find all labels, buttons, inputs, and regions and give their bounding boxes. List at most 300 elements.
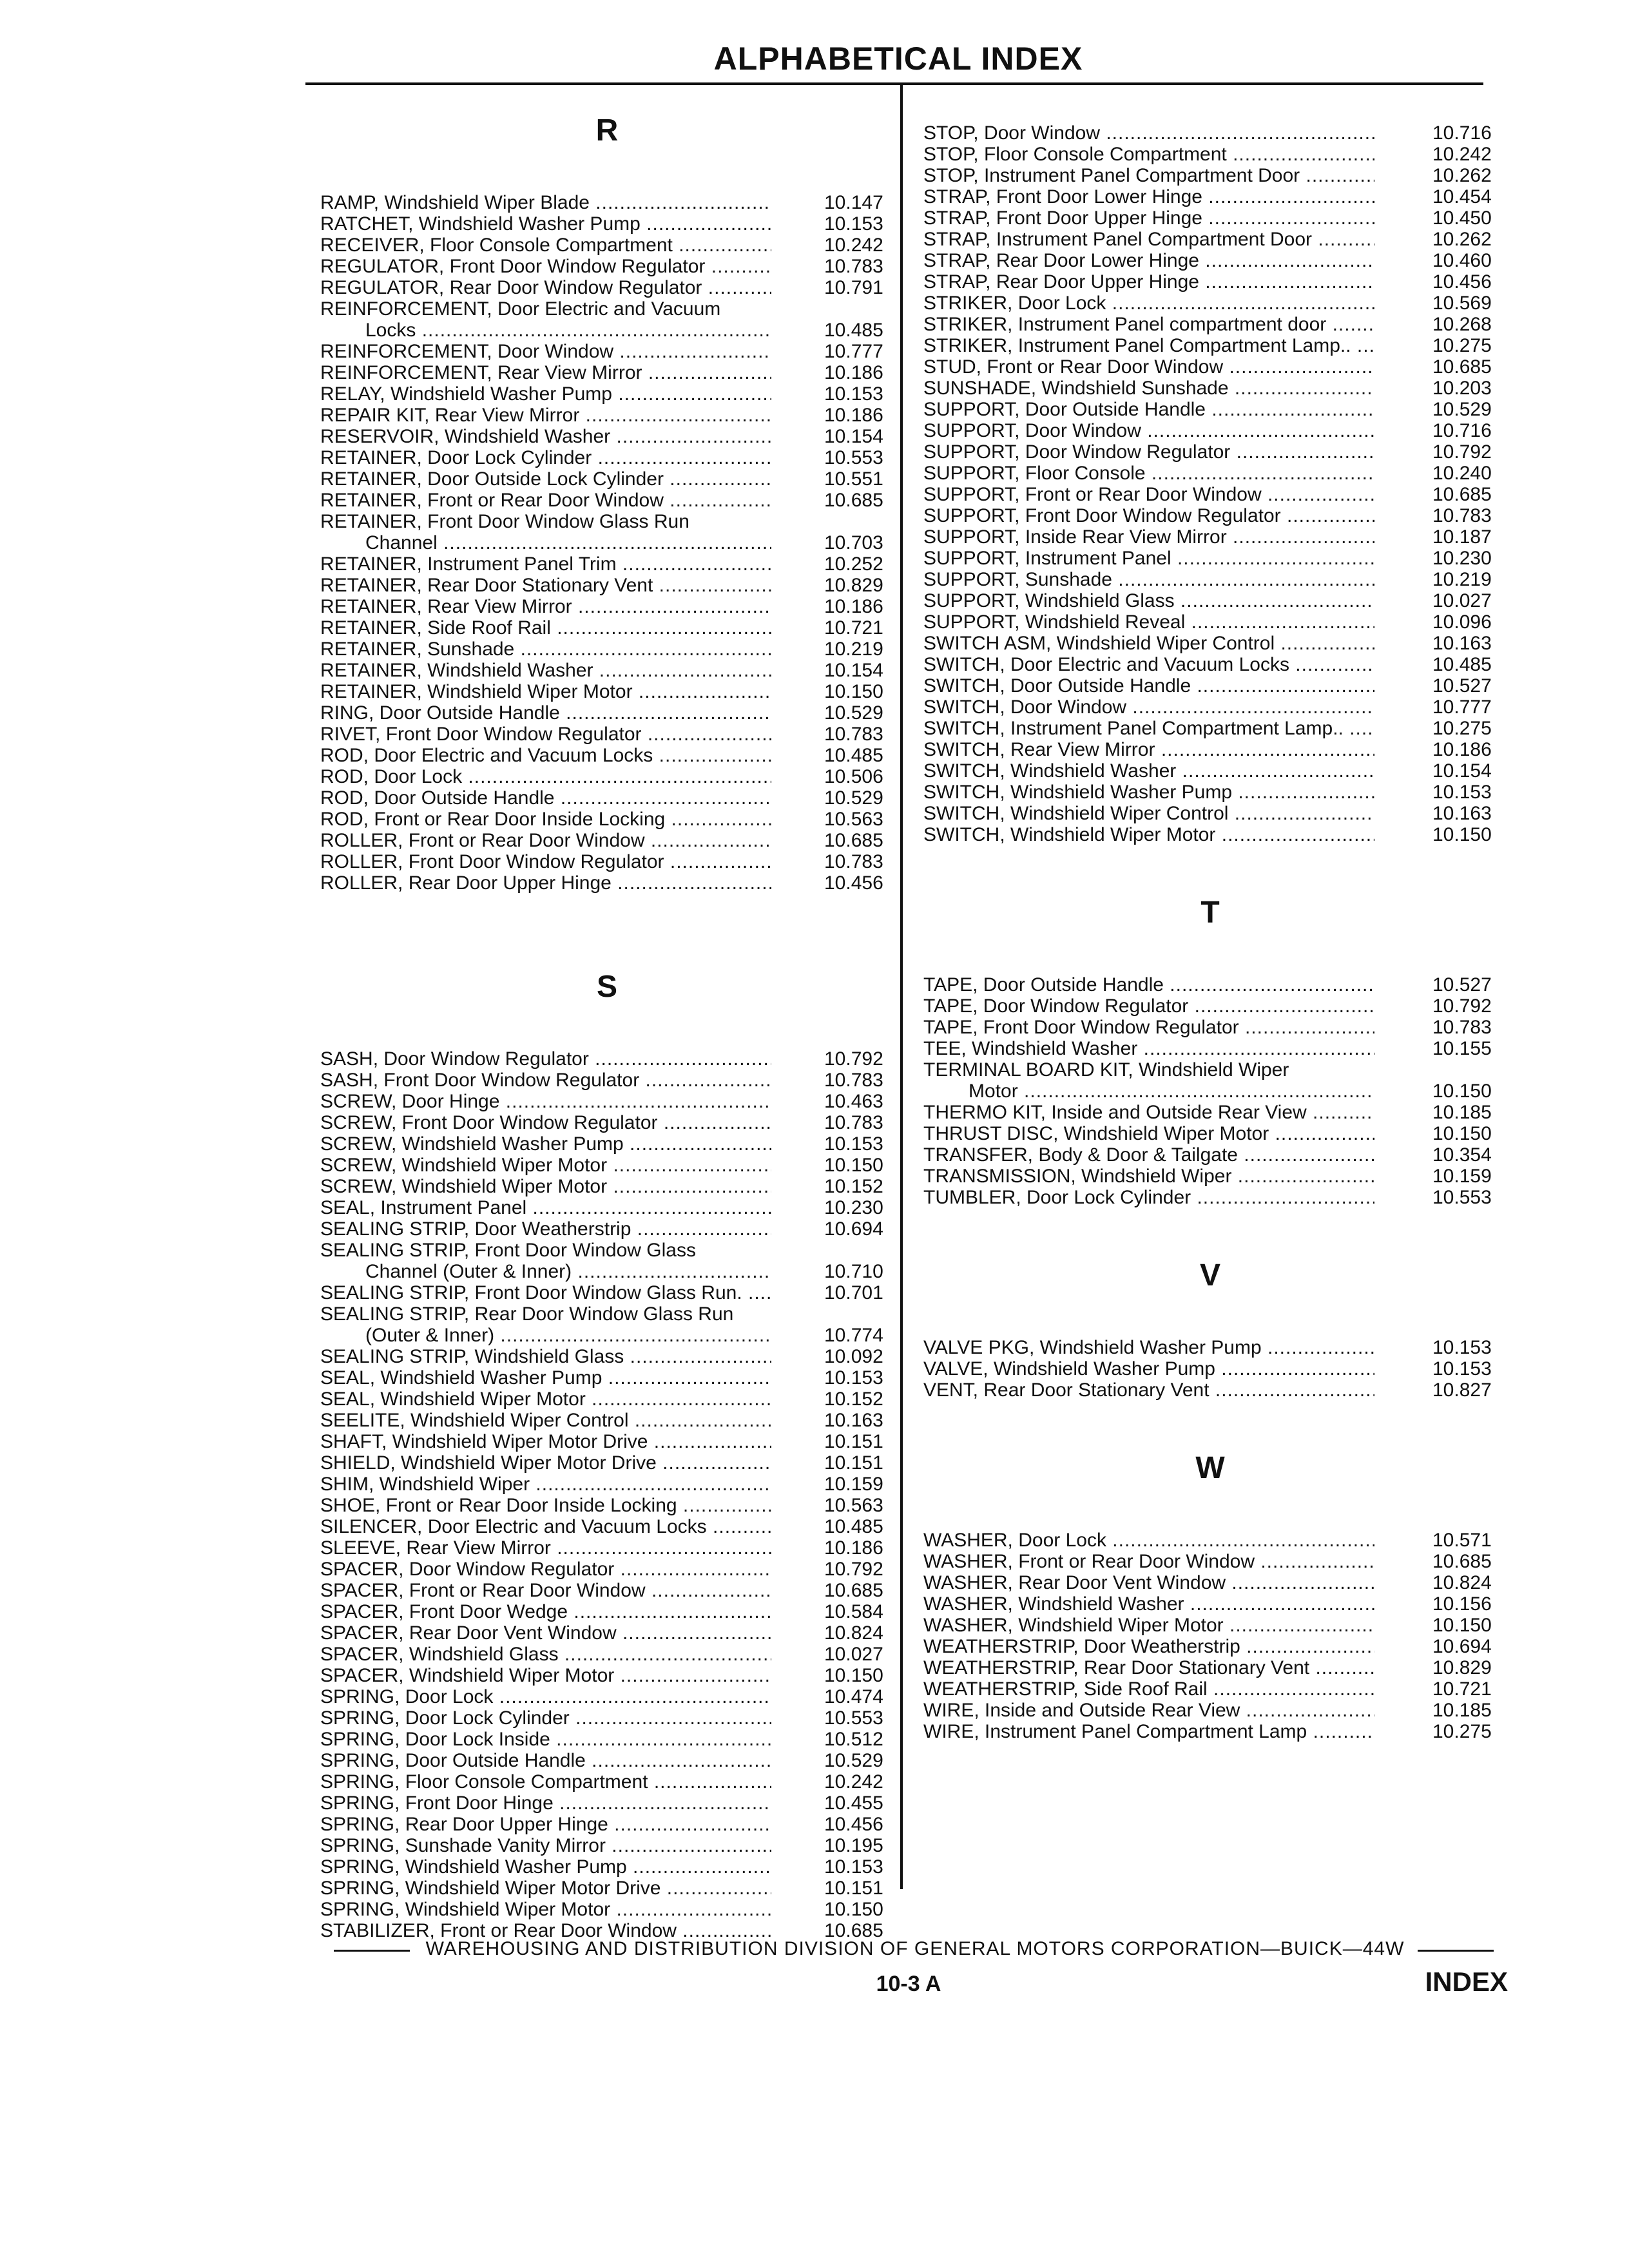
index-entry <box>923 378 1497 399</box>
index-entry-page: 10.159 <box>824 1474 883 1495</box>
index-entry-name: SPRING, Rear Door Upper Hinge ..... <box>320 1814 771 1835</box>
index-entry <box>320 1899 894 1920</box>
index-entry <box>320 1601 894 1622</box>
spacer <box>923 936 1497 974</box>
index-entry-page: 10.163 <box>824 1410 883 1431</box>
section-letter-r: R <box>595 113 619 148</box>
index-entry-page: 10.783 <box>824 724 883 745</box>
index-entry-name: STRIKER, Instrument Panel Compartment Lamp.. ..... <box>923 335 1374 356</box>
page-number: 10-3 A <box>876 1972 941 1996</box>
index-entry <box>320 851 894 872</box>
index-entry-page: 10.685 <box>824 490 883 511</box>
index-entry-name: ROD, Front or Rear Door Inside Locking ..... <box>320 809 771 830</box>
index-entry-name: SHIELD, Windshield Wiper Motor Drive ..... <box>320 1452 771 1474</box>
index-entry-name: SUPPORT, Door Outside Handle ..... <box>923 399 1374 420</box>
index-entry <box>320 532 894 553</box>
index-entry-page: 10.163 <box>1432 803 1492 824</box>
index-entry <box>320 511 894 532</box>
index-entry-page: 10.701 <box>824 1282 883 1303</box>
index-entry <box>320 1155 894 1176</box>
index-entry <box>320 1431 894 1452</box>
index-entry-name: SUPPORT, Door Window ..... <box>923 420 1374 441</box>
index-entry <box>320 1856 894 1878</box>
index-entry-name: VENT, Rear Door Stationary Vent ..... <box>923 1379 1374 1401</box>
index-entry-page: 10.694 <box>1432 1636 1492 1657</box>
index-entry <box>923 1636 1497 1657</box>
index-entry <box>923 505 1497 526</box>
index-entry <box>320 660 894 681</box>
index-entry-name: SPRING, Floor Console Compartment ..... <box>320 1771 771 1792</box>
index-entry <box>923 1166 1497 1187</box>
section-letter-w: W <box>1195 1451 1225 1485</box>
index-entry-name: WEATHERSTRIP, Door Weatherstrip ..... <box>923 1636 1374 1657</box>
index-entry <box>923 229 1497 250</box>
index-entry-page: 10.195 <box>824 1835 883 1856</box>
index-entry-name: SASH, Front Door Window Regulator ..... <box>320 1070 771 1091</box>
index-entry <box>320 1622 894 1644</box>
index-entry <box>320 1686 894 1707</box>
footer-rule-left <box>334 1950 410 1952</box>
index-entry-page: 10.153 <box>824 1133 883 1155</box>
index-entry <box>923 1187 1497 1208</box>
index-entry-page: 10.454 <box>1432 186 1492 207</box>
index-list-s-continued <box>923 122 1497 845</box>
index-entry-page: 10.553 <box>824 1707 883 1729</box>
index-entry-name: SPRING, Sunshade Vanity Mirror ..... <box>320 1835 771 1856</box>
index-entry-name: SWITCH, Windshield Wiper Motor ..... <box>923 824 1374 845</box>
index-entry-name: STRIKER, Instrument Panel compartment door ..... <box>923 314 1374 335</box>
index-entry-page: 10.703 <box>824 532 883 553</box>
index-entry-name: Locks ..... <box>320 320 771 341</box>
index-entry <box>320 383 894 405</box>
index-entry-page: 10.219 <box>824 639 883 660</box>
index-entry-page: 10.150 <box>824 1665 883 1686</box>
index-entry-name: TAPE, Door Window Regulator ..... <box>923 995 1374 1017</box>
index-entry-page: 10.027 <box>1432 590 1492 611</box>
index-entry-page: 10.242 <box>1432 144 1492 165</box>
index-entry <box>320 787 894 809</box>
index-entry <box>320 1410 894 1431</box>
index-entry-page: 10.783 <box>824 851 883 872</box>
index-entry <box>320 745 894 766</box>
index-entry-name: WIRE, Inside and Outside Rear View ..... <box>923 1700 1374 1721</box>
index-entry <box>923 250 1497 271</box>
index-entry-page: 10.485 <box>824 320 883 341</box>
index-entry-name: TAPE, Door Outside Handle ..... <box>923 974 1374 995</box>
index-entry <box>923 824 1497 845</box>
index-entry-page: 10.242 <box>824 235 883 256</box>
index-entry-page: 10.527 <box>1432 974 1492 995</box>
index-entry <box>923 1700 1497 1721</box>
title-rule <box>305 82 1483 85</box>
index-entry <box>923 654 1497 675</box>
index-entry-page: 10.152 <box>824 1389 883 1410</box>
index-entry-page: 10.553 <box>1432 1187 1492 1208</box>
index-entry <box>320 639 894 660</box>
index-entry-page: 10.154 <box>824 660 883 681</box>
section-letter-v: V <box>1199 1258 1220 1293</box>
index-entry-name: SPACER, Door Window Regulator ..... <box>320 1559 771 1580</box>
index-entry-page: 10.685 <box>1432 356 1492 378</box>
index-entry-page: 10.553 <box>824 447 883 468</box>
index-entry-name: STRAP, Rear Door Lower Hinge ..... <box>923 250 1374 271</box>
index-entry-name: SPRING, Front Door Hinge ..... <box>320 1792 771 1814</box>
index-entry <box>320 1516 894 1537</box>
index-entry <box>320 405 894 426</box>
index-entry <box>320 1792 894 1814</box>
spacer <box>320 153 894 192</box>
index-entry-page: 10.230 <box>1432 548 1492 569</box>
index-entry <box>320 1771 894 1792</box>
footer-division-text: WAREHOUSING AND DISTRIBUTION DIVISION OF GENERAL MOTORS CORPORATION—BUICK—44W <box>425 1938 1405 1959</box>
index-entry-name: Channel (Outer & Inner) ..... <box>320 1261 771 1282</box>
index-entry-name: TRANSMISSION, Windshield Wiper ..... <box>923 1166 1374 1187</box>
index-entry-page: 10.159 <box>1432 1166 1492 1187</box>
index-entry-page: 10.153 <box>824 1367 883 1389</box>
index-entry-name: SEALING STRIP, Front Door Window Glass Run. ..... <box>320 1282 771 1303</box>
index-entry <box>923 1123 1497 1144</box>
index-entry <box>923 803 1497 824</box>
index-entry-name: SPRING, Door Lock ..... <box>320 1686 771 1707</box>
index-entry-name: Channel ..... <box>320 532 771 553</box>
index-entry-page: 10.150 <box>1432 824 1492 845</box>
index-entry-name: SWITCH, Door Outside Handle ..... <box>923 675 1374 697</box>
index-entry-page: 10.219 <box>1432 569 1492 590</box>
index-entry <box>320 1814 894 1835</box>
index-entry-name: SHAFT, Windshield Wiper Motor Drive ..... <box>320 1431 771 1452</box>
index-entry-page: 10.151 <box>824 1431 883 1452</box>
index-entry <box>923 463 1497 484</box>
index-entry <box>923 611 1497 633</box>
index-entry-page: 10.027 <box>824 1644 883 1665</box>
index-entry-page: 10.185 <box>1432 1102 1492 1123</box>
index-entry-page: 10.456 <box>1432 271 1492 293</box>
index-entry-page: 10.147 <box>824 192 883 213</box>
index-entry <box>923 1059 1497 1081</box>
index-entry <box>320 1707 894 1729</box>
index-entry-name: STOP, Floor Console Compartment ..... <box>923 144 1374 165</box>
index-entry <box>320 1303 894 1325</box>
index-entry-page: 10.152 <box>824 1176 883 1197</box>
index-entry-page: 10.685 <box>1432 484 1492 505</box>
index-entry-page: 10.529 <box>1432 399 1492 420</box>
index-entry-page: 10.529 <box>824 787 883 809</box>
index-entry-name: RETAINER, Rear Door Stationary Vent ..... <box>320 575 771 596</box>
index-entry-name: RETAINER, Windshield Washer ..... <box>320 660 771 681</box>
index-list-r <box>320 192 894 894</box>
index-entry-name: REINFORCEMENT, Door Window ..... <box>320 341 771 362</box>
index-entry-page: 10.774 <box>824 1325 883 1346</box>
index-entry <box>320 1048 894 1070</box>
index-entry-name: SPRING, Windshield Washer Pump ..... <box>320 1856 771 1878</box>
index-entry-page: 10.155 <box>1432 1038 1492 1059</box>
index-entry-page: 10.485 <box>1432 654 1492 675</box>
index-entry <box>320 872 894 894</box>
index-entry-name: ROD, Door Lock ..... <box>320 766 771 787</box>
index-entry-name: RETAINER, Instrument Panel Trim ..... <box>320 553 771 575</box>
index-entry-name: WASHER, Door Lock ..... <box>923 1530 1374 1551</box>
index-entry-name: SCREW, Door Hinge ..... <box>320 1091 771 1112</box>
index-entry-page: 10.354 <box>1432 1144 1492 1166</box>
index-entry-page: 10.275 <box>1432 718 1492 739</box>
index-entry-name: SWITCH, Door Electric and Vacuum Locks ..... <box>923 654 1374 675</box>
index-entry <box>320 1389 894 1410</box>
index-entry-name: SEAL, Windshield Washer Pump ..... <box>320 1367 771 1389</box>
index-entry <box>923 675 1497 697</box>
index-entry-name: RETAINER, Rear View Mirror ..... <box>320 596 771 617</box>
index-entry-name: SUPPORT, Inside Rear View Mirror ..... <box>923 526 1374 548</box>
index-entry-page: 10.506 <box>824 766 883 787</box>
index-entry-name: REINFORCEMENT, Door Electric and Vacuum <box>320 298 721 320</box>
index-entry <box>923 335 1497 356</box>
index-entry-page: 10.716 <box>1432 420 1492 441</box>
index-entry <box>320 1282 894 1303</box>
index-entry-page: 10.783 <box>1432 505 1492 526</box>
index-entry-name: SWITCH, Rear View Mirror ..... <box>923 739 1374 760</box>
index-entry-name: TUMBLER, Door Lock Cylinder ..... <box>923 1187 1374 1208</box>
index-entry <box>923 1337 1497 1358</box>
index-entry-name: RETAINER, Door Lock Cylinder ..... <box>320 447 771 468</box>
index-entry-name: SPRING, Door Lock Inside ..... <box>320 1729 771 1750</box>
index-entry-name: (Outer & Inner) ..... <box>320 1325 771 1346</box>
index-entry <box>320 596 894 617</box>
index-entry <box>923 739 1497 760</box>
index-entry-name: SPRING, Windshield Wiper Motor ..... <box>320 1899 771 1920</box>
index-entry <box>320 490 894 511</box>
index-entry-name: VALVE, Windshield Washer Pump ..... <box>923 1358 1374 1379</box>
index-entry-page: 10.151 <box>824 1452 883 1474</box>
index-entry-page: 10.153 <box>1432 782 1492 803</box>
index-entry-page: 10.563 <box>824 1495 883 1516</box>
index-entry-name: SPACER, Front Door Wedge ..... <box>320 1601 771 1622</box>
index-entry <box>923 186 1497 207</box>
index-entry-name: SWITCH, Door Window ..... <box>923 697 1374 718</box>
index-entry <box>923 1615 1497 1636</box>
index-entry-page: 10.450 <box>1432 207 1492 229</box>
index-entry-page: 10.186 <box>1432 739 1492 760</box>
section-label: INDEX <box>1425 1966 1508 1997</box>
index-entry <box>320 1197 894 1218</box>
index-entry-name: SCREW, Windshield Washer Pump ..... <box>320 1133 771 1155</box>
index-entry-page: 10.262 <box>1432 165 1492 186</box>
index-entry <box>320 1325 894 1346</box>
index-entry <box>320 1580 894 1601</box>
right-column <box>923 122 1497 1742</box>
index-entry-page: 10.240 <box>1432 463 1492 484</box>
index-list-t <box>923 974 1497 1208</box>
index-entry-name: SWITCH, Windshield Washer ..... <box>923 760 1374 782</box>
index-entry-name: WASHER, Windshield Wiper Motor ..... <box>923 1615 1374 1636</box>
index-entry-page: 10.262 <box>1432 229 1492 250</box>
index-entry-name: WASHER, Rear Door Vent Window ..... <box>923 1572 1374 1593</box>
index-entry-page: 10.829 <box>1432 1657 1492 1678</box>
index-entry <box>923 314 1497 335</box>
index-entry <box>923 974 1497 995</box>
index-entry <box>320 1176 894 1197</box>
index-entry <box>320 341 894 362</box>
index-entry-name: SEALING STRIP, Front Door Window Glass <box>320 1240 696 1261</box>
index-entry-page: 10.685 <box>824 1920 883 1941</box>
index-entry-name: STUD, Front or Rear Door Window ..... <box>923 356 1374 378</box>
index-entry-page: 10.186 <box>824 405 883 426</box>
index-entry-name: SEALING STRIP, Door Weatherstrip ..... <box>320 1218 771 1240</box>
index-entry-page: 10.783 <box>1432 1017 1492 1038</box>
index-entry <box>320 298 894 320</box>
index-entry-page: 10.721 <box>824 617 883 639</box>
index-entry-name: STRAP, Front Door Upper Hinge ..... <box>923 207 1374 229</box>
index-entry-page: 10.721 <box>1432 1678 1492 1700</box>
index-entry-page: 10.455 <box>824 1792 883 1814</box>
index-entry-name: REPAIR KIT, Rear View Mirror ..... <box>320 405 771 426</box>
column-divider <box>900 85 903 1889</box>
index-entry-name: ROLLER, Front or Rear Door Window ..... <box>320 830 771 851</box>
index-entry <box>320 1070 894 1091</box>
index-entry <box>320 681 894 702</box>
index-entry-page: 10.268 <box>1432 314 1492 335</box>
index-entry <box>320 830 894 851</box>
index-entry <box>923 590 1497 611</box>
index-entry-page: 10.685 <box>1432 1551 1492 1572</box>
index-entry-name: STRAP, Instrument Panel Compartment Door ..... <box>923 229 1374 250</box>
index-entry-name: SPACER, Windshield Glass ..... <box>320 1644 771 1665</box>
index-entry <box>320 1729 894 1750</box>
index-entry-page: 10.463 <box>824 1091 883 1112</box>
index-entry <box>923 697 1497 718</box>
index-entry-name: SCREW, Windshield Wiper Motor ..... <box>320 1176 771 1197</box>
index-entry-page: 10.092 <box>824 1346 883 1367</box>
index-entry <box>320 1559 894 1580</box>
index-entry-page: 10.186 <box>824 1537 883 1559</box>
index-entry-page: 10.824 <box>824 1622 883 1644</box>
page-title: ALPHABETICAL INDEX <box>713 41 1083 77</box>
index-entry-page: 10.792 <box>1432 995 1492 1017</box>
index-entry-page: 10.791 <box>824 277 883 298</box>
index-entry-page: 10.150 <box>1432 1081 1492 1102</box>
index-entry-name: STRAP, Rear Door Upper Hinge ..... <box>923 271 1374 293</box>
index-entry <box>320 362 894 383</box>
index-entry-name: SEAL, Instrument Panel ..... <box>320 1197 771 1218</box>
index-entry-page: 10.242 <box>824 1771 883 1792</box>
index-entry-name: VALVE PKG, Windshield Washer Pump ..... <box>923 1337 1374 1358</box>
index-entry <box>923 1678 1497 1700</box>
index-entry-name: SUPPORT, Sunshade ..... <box>923 569 1374 590</box>
index-entry <box>320 468 894 490</box>
index-entry-page: 10.186 <box>824 596 883 617</box>
index-entry <box>320 702 894 724</box>
index-entry-page: 10.153 <box>824 383 883 405</box>
index-entry <box>320 575 894 596</box>
index-entry-name: SPRING, Windshield Wiper Motor Drive ..... <box>320 1878 771 1899</box>
index-entry <box>923 1657 1497 1678</box>
index-entry-name: SUPPORT, Front or Rear Door Window ..... <box>923 484 1374 505</box>
index-entry <box>320 1835 894 1856</box>
index-entry-name: RING, Door Outside Handle ..... <box>320 702 771 724</box>
index-entry-name: SPRING, Door Outside Handle ..... <box>320 1750 771 1771</box>
section-letter-t: T <box>1200 896 1220 930</box>
index-entry-name: SLEEVE, Rear View Mirror ..... <box>320 1537 771 1559</box>
index-entry-name: RETAINER, Windshield Wiper Motor ..... <box>320 681 771 702</box>
index-entry-name: Motor ..... <box>923 1081 1374 1102</box>
index-entry-name: SUNSHADE, Windshield Sunshade ..... <box>923 378 1374 399</box>
index-entry-name: SUPPORT, Instrument Panel ..... <box>923 548 1374 569</box>
index-entry-page: 10.710 <box>824 1261 883 1282</box>
index-entry-page: 10.163 <box>1432 633 1492 654</box>
index-entry-name: SCREW, Windshield Wiper Motor ..... <box>320 1155 771 1176</box>
index-entry-page: 10.792 <box>1432 441 1492 463</box>
index-entry <box>320 1750 894 1771</box>
left-column <box>320 108 894 1941</box>
index-entry-name: SUPPORT, Windshield Glass ..... <box>923 590 1374 611</box>
index-entry-name: SEELITE, Windshield Wiper Control ..... <box>320 1410 771 1431</box>
index-entry <box>320 1644 894 1665</box>
index-entry-page: 10.252 <box>824 553 883 575</box>
index-entry <box>923 1593 1497 1615</box>
index-entry <box>320 1537 894 1559</box>
index-entry-page: 10.512 <box>824 1729 883 1750</box>
index-entry <box>923 1102 1497 1123</box>
index-entry-name: SILENCER, Door Electric and Vacuum Locks ..... <box>320 1516 771 1537</box>
index-entry <box>923 1721 1497 1742</box>
index-entry-page: 10.571 <box>1432 1530 1492 1551</box>
index-entry-page: 10.151 <box>824 1878 883 1899</box>
index-entry-name: SEAL, Windshield Wiper Motor ..... <box>320 1389 771 1410</box>
index-entry-name: WEATHERSTRIP, Rear Door Stationary Vent ..... <box>923 1657 1374 1678</box>
index-entry <box>923 1530 1497 1551</box>
index-entry-name: SUPPORT, Windshield Reveal ..... <box>923 611 1374 633</box>
index-entry <box>320 1091 894 1112</box>
index-entry-name: SWITCH, Windshield Wiper Control ..... <box>923 803 1374 824</box>
index-entry-name: RAMP, Windshield Wiper Blade ..... <box>320 192 771 213</box>
index-entry-name: SUPPORT, Door Window Regulator ..... <box>923 441 1374 463</box>
index-entry <box>923 569 1497 590</box>
index-entry-name: TRANSFER, Body & Door & Tailgate ..... <box>923 1144 1374 1166</box>
footer-rule-right <box>1418 1950 1494 1952</box>
index-entry-page: 10.187 <box>1432 526 1492 548</box>
index-entry-name: STOP, Instrument Panel Compartment Door ..... <box>923 165 1374 186</box>
index-entry <box>923 207 1497 229</box>
index-entry <box>923 995 1497 1017</box>
index-entry <box>923 548 1497 569</box>
index-entry-name: SASH, Door Window Regulator ..... <box>320 1048 771 1070</box>
index-entry-page: 10.153 <box>824 1856 883 1878</box>
index-entry-name: SEALING STRIP, Windshield Glass ..... <box>320 1346 771 1367</box>
index-entry <box>923 1572 1497 1593</box>
index-entry-name: TERMINAL BOARD KIT, Windshield Wiper <box>923 1059 1289 1081</box>
index-entry <box>320 1112 894 1133</box>
index-entry-page: 10.527 <box>1432 675 1492 697</box>
index-entry <box>923 356 1497 378</box>
index-entry <box>320 1261 894 1282</box>
index-entry <box>320 235 894 256</box>
index-entry-name: SCREW, Front Door Window Regulator ..... <box>320 1112 771 1133</box>
index-entry <box>320 1474 894 1495</box>
index-entry <box>320 1346 894 1367</box>
index-entry-name: RETAINER, Sunshade ..... <box>320 639 771 660</box>
index-entry-name: SWITCH ASM, Windshield Wiper Control ..... <box>923 633 1374 654</box>
index-entry-page: 10.783 <box>824 1070 883 1091</box>
index-entry-page: 10.829 <box>824 575 883 596</box>
index-entry-page: 10.150 <box>1432 1123 1492 1144</box>
index-entry-page: 10.230 <box>824 1197 883 1218</box>
index-entry <box>320 1452 894 1474</box>
index-list-w <box>923 1530 1497 1742</box>
index-entry-page: 10.275 <box>1432 1721 1492 1742</box>
index-entry <box>320 617 894 639</box>
index-entry-page: 10.156 <box>1432 1593 1492 1615</box>
index-entry-page: 10.777 <box>1432 697 1492 718</box>
index-entry <box>923 1551 1497 1572</box>
index-entry <box>923 1358 1497 1379</box>
